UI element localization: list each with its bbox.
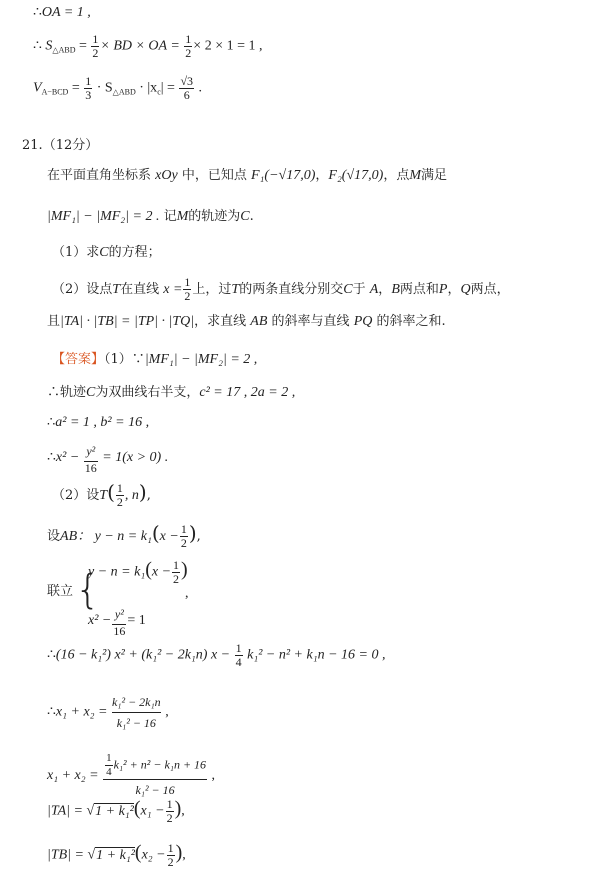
question-21-line2: |MF₁| − |MF₂| = 2 . 记M的轨迹为C. [47,209,254,224]
answer-line5: （2）设T( $\frac{1}{2}$ , n), [52,480,151,509]
system-line2: $x^2 -\frac{\text{y²}}{16}$ = 1 [88,607,146,638]
line-oa: ∴OA = 1 , [33,5,91,20]
question-21-part1: （1）求C的方程； [52,245,161,260]
equation-quadratic: ∴(16 − k₁²) x² + (k₁² − 2k₁n) x − $\frac{1}{4}$ k₁² − n² + k₁n − 16 = 0 , [47,641,386,669]
answer-line2: ∴轨迹C为双曲线右半支，c² = 17 , 2a = 2 , [47,385,296,400]
answer-line1: 【答案】（1）∵|MF₁| − |MF₂| = 2 , [52,352,258,367]
equation-sum-2: x₁ + x₂ = $\frac{1}{4}$ k₁² + n² − k₁n + 16 k₁² − 16 , [47,752,215,800]
system-line1: y − n = k₁(x − $\frac{1}{2}$ ) [88,558,188,586]
line-volume: $V_{A-BCD}$ = $\frac{1}{3}$ · $S_{\triangle ABD} \cdot |x_c|$ = $\frac{√3}{6}$ . [33,74,203,102]
answer-line3: ∴a² = 1 , b² = 16 , [47,415,150,430]
question-21-part2: （2）设点T在直线 x = $\frac{1}{2}$ 上，过T的两条直线分别交C于 A，B两点和P，Q两点， [52,275,510,303]
line-area: ∴ $S_{\triangle ABD}$ = $\frac{1}{2}$ × BD × OA = $\frac{1}{2}$ × 2 × 1 = 1 , [33,32,263,60]
question-21-line1: 在平面直角坐标系 xOy 中，已知点 F₁(−√17,0)，F₂(√17,0)，点M满足 [47,168,448,183]
system-label: 联立 [47,584,74,599]
system-comma: , [185,586,189,601]
equation-tb: |TB| = √1 + k₁²(x₂ − $\frac{1}{2}$ ), [47,841,186,869]
question-21-header: 21.（12分） [22,138,99,153]
answer-tag: 【答案】 [52,352,105,367]
question-21-line5: 且|TA| · |TB| = |TP| · |TQ|，求直线 AB 的斜率与直线 PQ 的斜率之和. [47,314,446,329]
system-brace: { [75,567,101,613]
answer-line6: 设AB： y − n = k₁(x − $\frac{1}{2}$ ), [47,521,201,550]
answer-line4: ∴x² − $\frac{\text{y²}}{16}$ = 1(x > 0) . [47,444,169,475]
equation-sum-1: ∴x₁ + $x_2 = \frac{\text{k₁² − 2k₁n}}{\text{k₁² − 16}}$ , [47,692,169,733]
equation-ta: |TA| = √1 + k₁²(x₁ − $\frac{1}{2}$ ), [47,797,185,825]
